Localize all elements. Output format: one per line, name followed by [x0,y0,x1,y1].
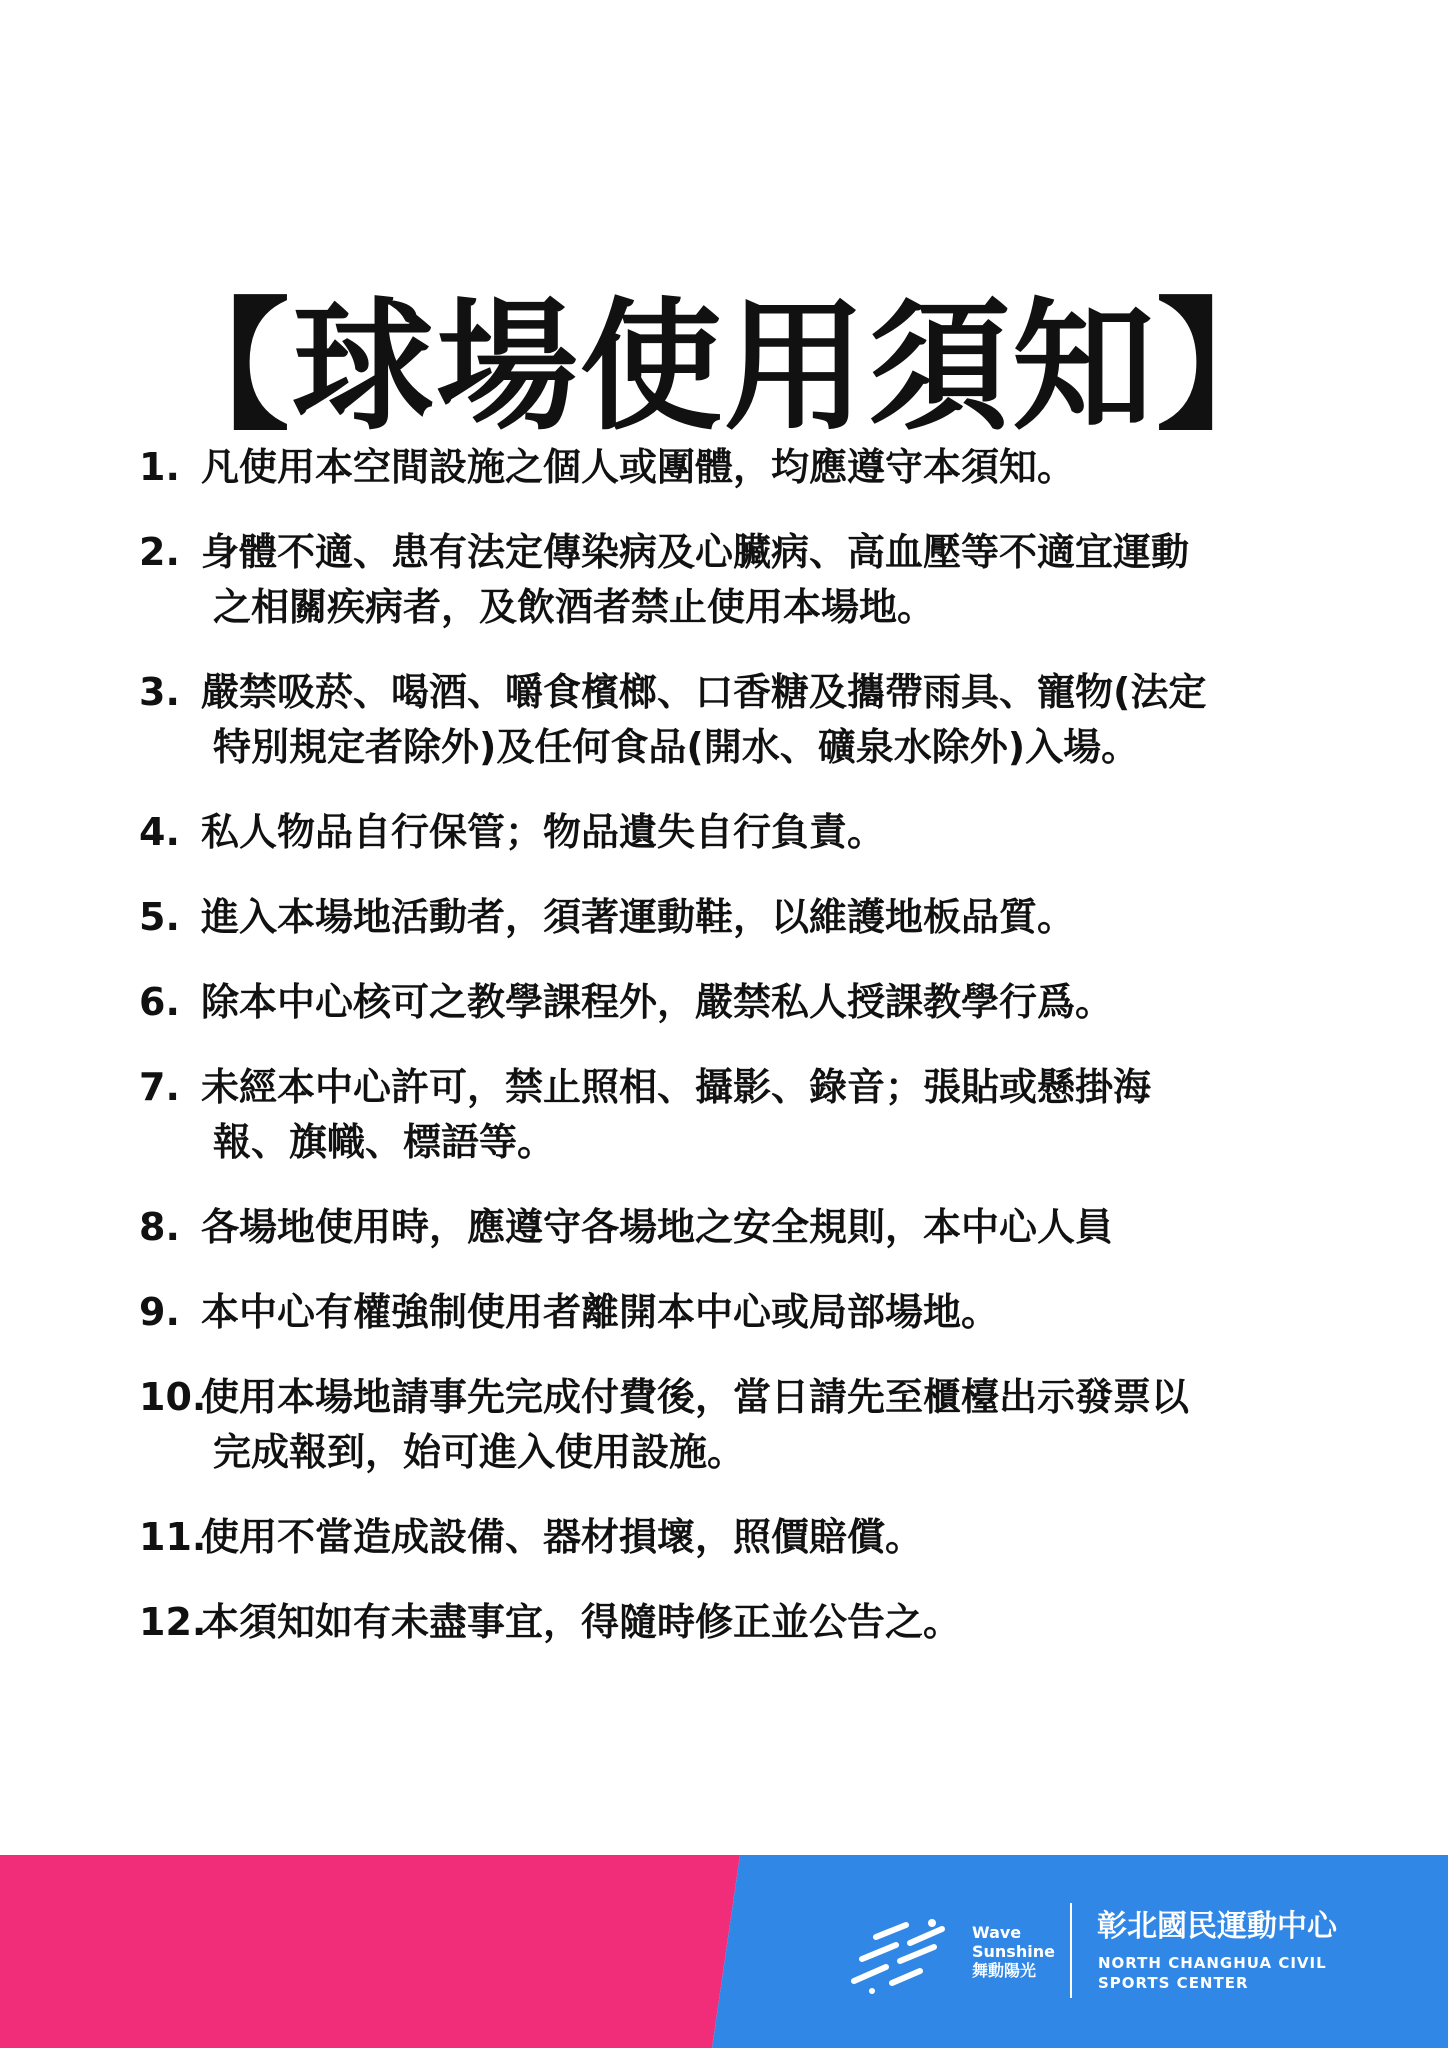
rule-text [201,665,1319,775]
rule-number: 1. [139,445,180,489]
rule-item [139,805,1319,860]
footer-divider [1070,1903,1072,1998]
footer-pink-band [0,1855,740,2048]
rule-text [201,890,1319,945]
rule-number: 9. [139,1290,180,1334]
rule-item [139,665,1319,775]
rule-number: 4. [139,810,180,854]
rule-text-line: 各場地使用時，應遵守各場地之安全規則，本中心人員 [201,1205,1114,1249]
brand-name [972,1923,1055,1980]
rule-text-line: 除本中心核可之教學課程外，嚴禁私人授課教學行爲。 [201,980,1114,1024]
rule-text-line: 身體不適、患有法定傳染病及心臟病、高血壓等不適宜運動 [201,530,1190,574]
rule-item [139,1200,1319,1255]
brand-name-line2: Sunshine [972,1942,1055,1961]
rule-number: 12. [139,1600,207,1644]
rule-item [139,1370,1319,1480]
rule-number: 5. [139,895,180,939]
rule-text-line: 之相關疾病者，及飲酒者禁止使用本場地。 [213,585,936,629]
rule-item [139,525,1319,635]
rule-text-line: 特別規定者除外)及任何食品(開水、礦泉水除外)入場。 [213,725,1140,769]
rule-text-line: 使用不當造成設備、器材損壞，照價賠償。 [201,1515,924,1559]
center-english-name [1098,1953,1327,1993]
center-english-line2: SPORTS CENTER [1098,1974,1249,1992]
rule-text [201,1285,1319,1340]
rule-text [201,975,1319,1030]
rule-text-line: 報、旗幟、標語等。 [213,1120,556,1164]
rule-item [139,975,1319,1030]
rule-text [201,525,1319,635]
rule-item [139,1510,1319,1565]
center-name: 彰北國民運動中心 [1097,1909,1337,1944]
rule-text [201,1370,1319,1480]
rule-item [139,1595,1319,1650]
rule-text-line: 完成報到，始可進入使用設施。 [213,1430,746,1474]
footer-background [0,1855,1448,2048]
rule-text [201,1595,1319,1650]
rule-item [139,440,1319,495]
rule-item [139,890,1319,945]
rule-number: 6. [139,980,180,1024]
rule-text-line: 本中心有權強制使用者離開本中心或局部場地。 [201,1290,1000,1334]
footer-banner [0,1855,1448,2048]
rule-text-line: 未經本中心許可，禁止照相、攝影、錄音；張貼或懸掛海 [201,1065,1152,1109]
rule-number: 8. [139,1205,180,1249]
rules-list [139,440,1319,1680]
brand-name-chinese: 舞動陽光 [972,1961,1037,1980]
rule-text-line: 凡使用本空間設施之個人或團體，均應遵守本須知。 [201,445,1076,489]
rule-item [139,1285,1319,1340]
wave-sunshine-logo-icon [848,1917,958,1995]
center-english-line1: NORTH CHANGHUA CIVIL [1098,1954,1327,1972]
rule-number: 2. [139,530,180,574]
rule-number: 11. [139,1515,207,1559]
rule-text-line: 私人物品自行保管；物品遺失自行負責。 [201,810,886,854]
rule-text-line: 使用本場地請事先完成付費後，當日請先至櫃檯出示發票以 [201,1375,1190,1419]
rule-text [201,1200,1319,1255]
rule-number: 7. [139,1065,180,1109]
rule-text-line: 本須知如有未盡事宜，得隨時修正並公告之。 [201,1600,962,1644]
brand-name-line1: Wave [972,1923,1022,1942]
rule-number: 10. [139,1375,207,1419]
rule-text [201,440,1319,495]
rule-number: 3. [139,670,180,714]
footer-blue-band [712,1855,1448,2048]
rule-item [139,1060,1319,1170]
rule-text-line: 嚴禁吸菸、喝酒、嚼食檳榔、口香糖及攜帶雨具、寵物(法定 [201,670,1207,714]
page-title: 【球場使用須知】 [148,285,1300,451]
rule-text-line: 進入本場地活動者，須著運動鞋，以維護地板品質。 [201,895,1076,939]
rule-text [201,805,1319,860]
rule-text [201,1510,1319,1565]
rule-text [201,1060,1319,1170]
